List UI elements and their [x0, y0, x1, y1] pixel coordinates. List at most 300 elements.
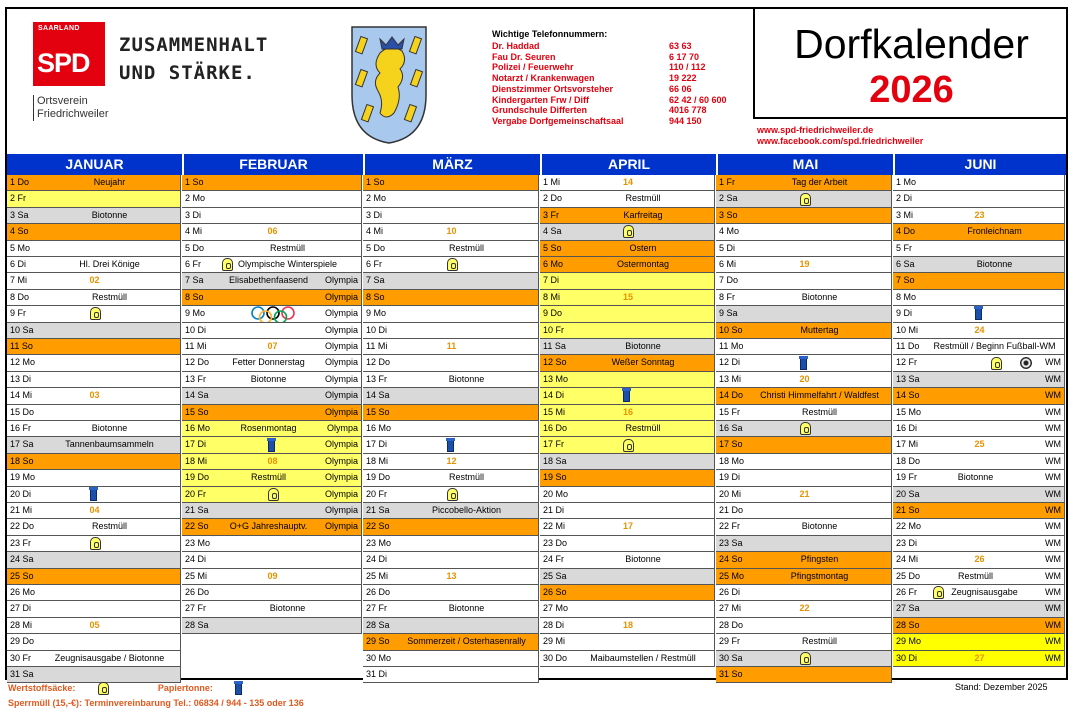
day-cell[interactable] [716, 372, 892, 388]
day-cell[interactable] [363, 552, 539, 568]
week-number: 07 [267, 341, 278, 351]
phone-number: 6 17 70 [669, 51, 700, 62]
day-cell[interactable] [7, 421, 181, 437]
day-label: 12 So [543, 357, 567, 368]
event-text: Pfingsten [800, 554, 839, 565]
day-cell[interactable] [540, 618, 715, 634]
day-cell[interactable] [716, 667, 892, 683]
day-cell[interactable] [893, 634, 1065, 650]
day-cell[interactable] [363, 651, 539, 667]
yellow-sack-icon [800, 193, 811, 206]
day-cell[interactable] [363, 437, 539, 453]
day-cell[interactable] [893, 273, 1065, 289]
week-number: 12 [446, 455, 457, 466]
day-cell[interactable] [363, 454, 539, 470]
day-cell[interactable] [893, 355, 1065, 371]
day-cell[interactable] [363, 536, 539, 552]
day-cell[interactable] [182, 405, 362, 421]
day-cell[interactable] [7, 503, 181, 519]
phone-row [492, 52, 747, 63]
day-cell[interactable] [540, 634, 715, 650]
event-text: Restmüll [91, 521, 127, 532]
day-cell[interactable] [716, 454, 892, 470]
day-cell[interactable] [363, 470, 539, 486]
icon-holder [975, 306, 982, 321]
day-label: 21 So [896, 505, 920, 515]
week-number: 13 [446, 570, 457, 581]
day-cell[interactable] [363, 257, 539, 273]
day-cell[interactable] [716, 437, 892, 453]
day-cell[interactable] [540, 323, 715, 339]
day-cell[interactable] [716, 601, 892, 617]
day-label: 27 Mi [719, 603, 742, 614]
day-cell[interactable] [182, 175, 362, 191]
day-cell[interactable] [716, 519, 892, 535]
day-cell[interactable] [182, 569, 362, 585]
day-label: 4 Mi [366, 226, 384, 237]
day-cell[interactable] [716, 355, 892, 371]
day-cell[interactable] [540, 191, 715, 207]
day-label: 2 Mo [366, 193, 387, 204]
event-tag: WM [1045, 488, 1061, 499]
day-label: 9 Mo [185, 308, 206, 319]
day-cell[interactable] [716, 536, 892, 552]
day-cell[interactable] [716, 273, 892, 289]
day-cell[interactable] [182, 487, 362, 503]
day-label: 7 Di [543, 275, 560, 286]
calendar-header [7, 9, 1066, 154]
day-cell[interactable] [893, 372, 1065, 388]
day-cell[interactable] [716, 421, 892, 437]
day-cell[interactable] [893, 552, 1065, 568]
day-cell[interactable] [893, 257, 1065, 273]
event-tag: WM [1045, 619, 1061, 630]
day-cell[interactable] [363, 388, 539, 404]
day-cell[interactable] [7, 437, 181, 453]
website-link[interactable]: www.spd-friedrichweiler.de [757, 125, 874, 135]
day-cell[interactable] [893, 323, 1065, 339]
day-cell[interactable] [182, 355, 362, 371]
day-cell[interactable] [363, 191, 539, 207]
day-cell[interactable] [182, 208, 362, 224]
day-cell[interactable] [7, 306, 181, 322]
day-label: 25 Sa [543, 570, 567, 581]
day-cell[interactable] [363, 569, 539, 585]
day-cell[interactable] [7, 405, 181, 421]
day-cell[interactable] [363, 421, 539, 437]
event-text: Biotonne [91, 423, 128, 433]
day-label: 29 Mi [543, 636, 566, 647]
day-cell[interactable] [716, 208, 892, 224]
day-cell[interactable] [7, 667, 181, 683]
day-cell[interactable] [363, 273, 539, 289]
day-cell[interactable] [363, 667, 539, 683]
day-cell[interactable] [893, 290, 1065, 306]
icon-holder [623, 437, 634, 452]
legend [8, 682, 242, 695]
day-cell[interactable] [893, 241, 1065, 257]
day-cell[interactable] [7, 191, 181, 207]
day-cell[interactable] [716, 618, 892, 634]
day-cell[interactable] [363, 519, 539, 535]
day-label: 21 Sa [366, 505, 390, 515]
event-text: Biotonne [448, 603, 485, 614]
day-cell[interactable] [7, 585, 181, 601]
day-cell[interactable] [540, 569, 715, 585]
day-cell[interactable] [363, 601, 539, 617]
day-cell[interactable] [182, 388, 362, 404]
day-cell[interactable] [7, 175, 181, 191]
day-cell[interactable] [893, 503, 1065, 519]
icon-holder [222, 257, 233, 272]
day-label: 12 Fr [896, 357, 918, 368]
phone-number: 19 222 [669, 73, 697, 84]
day-cell[interactable] [716, 175, 892, 191]
day-label: 23 Mo [185, 537, 211, 548]
day-label: 19 Mo [10, 472, 36, 483]
phone-name: Vergabe Dorfgemeinschaftsaal [492, 115, 624, 126]
day-label: 3 Di [185, 209, 202, 220]
day-cell[interactable] [7, 536, 181, 552]
slogan-line2: UND STÄRKE. [119, 62, 256, 84]
day-cell[interactable] [7, 372, 181, 388]
day-label: 6 Mi [719, 259, 737, 269]
day-cell[interactable] [182, 273, 362, 289]
day-cell[interactable] [363, 224, 539, 240]
day-cell[interactable] [540, 257, 715, 273]
day-label: 2 Mo [185, 193, 206, 204]
day-cell[interactable] [716, 241, 892, 257]
day-cell[interactable] [540, 355, 715, 371]
day-label: 27 Fr [366, 603, 388, 614]
day-label: 26 Do [185, 587, 210, 597]
day-cell[interactable] [363, 290, 539, 306]
day-cell[interactable] [716, 290, 892, 306]
event-text: Fronleichnam [967, 226, 1022, 237]
day-cell[interactable] [716, 257, 892, 273]
day-cell[interactable] [716, 651, 892, 667]
day-cell[interactable] [893, 388, 1065, 404]
yellow-sack-icon [90, 537, 101, 550]
day-cell[interactable] [182, 306, 362, 322]
day-cell[interactable] [893, 487, 1065, 503]
day-cell[interactable] [363, 306, 539, 322]
day-cell[interactable] [182, 503, 362, 519]
day-cell[interactable] [716, 339, 892, 355]
day-cell[interactable] [716, 405, 892, 421]
day-cell[interactable] [7, 388, 181, 404]
day-label: 24 Sa [10, 554, 34, 565]
day-cell[interactable] [363, 585, 539, 601]
day-label: 20 Mi [719, 488, 742, 499]
day-cell[interactable] [7, 552, 181, 568]
day-cell[interactable] [716, 634, 892, 650]
week-number: 21 [799, 488, 810, 499]
day-cell[interactable] [7, 634, 181, 650]
day-label: 15 Fr [719, 406, 741, 417]
day-cell[interactable] [893, 454, 1065, 470]
day-label: 8 So [366, 291, 385, 302]
day-cell[interactable] [716, 552, 892, 568]
day-cell[interactable] [893, 536, 1065, 552]
day-label: 7 Mi [10, 275, 28, 286]
day-label: 28 Do [719, 619, 744, 630]
day-cell[interactable] [540, 405, 715, 421]
yellow-sack-icon [623, 439, 634, 452]
day-cell[interactable] [893, 191, 1065, 207]
day-label: 24 Di [185, 554, 207, 565]
day-cell[interactable] [7, 601, 181, 617]
day-label: 6 Di [10, 259, 27, 269]
day-cell[interactable] [540, 519, 715, 535]
day-cell[interactable] [893, 437, 1065, 453]
day-cell[interactable] [182, 323, 362, 339]
day-cell[interactable] [540, 437, 715, 453]
event-tag: Olympia [324, 455, 358, 466]
day-label: 17 So [719, 439, 743, 450]
day-cell[interactable] [716, 585, 892, 601]
icon-holder [933, 585, 944, 600]
day-cell[interactable] [540, 470, 715, 486]
day-cell[interactable] [7, 273, 181, 289]
day-cell[interactable] [540, 175, 715, 191]
event-text: Biotonne [625, 554, 661, 565]
day-cell[interactable] [540, 585, 715, 601]
day-cell[interactable] [7, 519, 181, 535]
day-cell[interactable] [7, 224, 181, 240]
week-number: 10 [446, 226, 457, 237]
web-links [757, 125, 923, 147]
day-cell[interactable] [7, 339, 181, 355]
icon-holder [90, 487, 97, 502]
day-cell[interactable] [716, 191, 892, 207]
day-cell[interactable] [893, 339, 1065, 355]
month-header-februar: FEBRUAR [182, 154, 363, 175]
day-cell[interactable] [7, 618, 181, 634]
day-cell[interactable] [7, 651, 181, 667]
day-label: 18 Do [896, 455, 921, 466]
day-cell[interactable] [363, 355, 539, 371]
day-label: 25 Mo [719, 570, 745, 581]
day-cell[interactable] [7, 454, 181, 470]
day-label: 14 Sa [366, 390, 390, 401]
icon-holder [447, 437, 454, 452]
day-cell[interactable] [7, 487, 181, 503]
day-cell[interactable] [540, 454, 715, 470]
phone-name: Notarzt / Krankenwagen [492, 73, 595, 84]
day-cell[interactable] [893, 421, 1065, 437]
event-text: Restmüll / Beginn Fußball-WM [933, 341, 1056, 351]
day-cell[interactable] [540, 372, 715, 388]
facebook-link[interactable]: www.facebook.com/spd.friedrichweiler [757, 136, 924, 146]
day-cell[interactable] [7, 257, 181, 273]
day-cell[interactable] [893, 306, 1065, 322]
phone-name: Fau Dr. Seuren [492, 51, 556, 62]
day-cell[interactable] [716, 503, 892, 519]
day-cell[interactable] [893, 569, 1065, 585]
day-cell[interactable] [7, 208, 181, 224]
day-cell[interactable] [540, 503, 715, 519]
day-cell[interactable] [7, 355, 181, 371]
day-cell[interactable] [540, 241, 715, 257]
day-cell[interactable] [540, 290, 715, 306]
day-cell[interactable] [363, 208, 539, 224]
icon-holder [250, 306, 296, 322]
day-cell[interactable] [182, 601, 362, 617]
day-cell[interactable] [7, 470, 181, 486]
day-cell[interactable] [893, 405, 1065, 421]
day-label: 22 Mi [543, 521, 566, 532]
day-label: 9 Mo [366, 308, 387, 319]
day-cell[interactable] [182, 437, 362, 453]
day-cell[interactable] [182, 470, 362, 486]
olympic-rings-icon [250, 306, 296, 322]
week-number: 14 [622, 177, 633, 187]
day-cell[interactable] [716, 487, 892, 503]
month-header-januar: JANUAR [7, 154, 182, 175]
day-cell[interactable] [182, 191, 362, 207]
day-cell[interactable] [363, 503, 539, 519]
day-cell[interactable] [182, 224, 362, 240]
phone-row [492, 116, 747, 127]
day-cell[interactable] [540, 552, 715, 568]
day-cell[interactable] [363, 175, 539, 191]
day-cell[interactable] [7, 323, 181, 339]
day-cell[interactable] [540, 487, 715, 503]
day-cell[interactable] [893, 601, 1065, 617]
day-cell[interactable] [540, 536, 715, 552]
day-cell[interactable] [540, 421, 715, 437]
day-cell[interactable] [182, 339, 362, 355]
day-label: 16 Mo [366, 423, 392, 433]
day-label: 6 Fr [185, 259, 202, 269]
day-cell[interactable] [182, 257, 362, 273]
day-label: 23 Mo [366, 537, 392, 548]
day-cell[interactable] [716, 306, 892, 322]
day-cell[interactable] [363, 618, 539, 634]
day-cell[interactable] [182, 552, 362, 568]
day-cell[interactable] [182, 454, 362, 470]
day-cell[interactable] [540, 224, 715, 240]
week-number: 05 [89, 619, 100, 630]
day-label: 24 Mi [896, 554, 919, 565]
day-label: 28 Sa [185, 619, 209, 630]
day-cell[interactable] [893, 175, 1065, 191]
day-cell[interactable] [716, 470, 892, 486]
day-label: 29 Fr [719, 636, 741, 647]
phone-row [492, 41, 747, 52]
day-cell[interactable] [363, 339, 539, 355]
week-number: 23 [974, 209, 985, 220]
day-cell[interactable] [363, 634, 539, 650]
day-cell[interactable] [893, 519, 1065, 535]
day-label: 12 Di [719, 357, 741, 368]
day-cell[interactable] [540, 651, 715, 667]
day-cell[interactable] [363, 323, 539, 339]
phone-number: 66 06 [669, 83, 692, 94]
day-cell[interactable] [182, 290, 362, 306]
icon-holder [623, 224, 634, 239]
icon-holder [800, 191, 811, 206]
day-cell[interactable] [716, 323, 892, 339]
day-cell[interactable] [363, 487, 539, 503]
phone-row [492, 95, 747, 106]
day-cell[interactable] [893, 470, 1065, 486]
phone-name: Kindergarten Frw / Diff [492, 94, 590, 105]
day-label: 5 Fr [896, 242, 913, 253]
day-cell[interactable] [182, 536, 362, 552]
event-tag: WM [1045, 537, 1061, 548]
event-text: Weßer Sonntag [611, 357, 675, 368]
event-text: Karfreitag [623, 209, 663, 220]
day-cell[interactable] [716, 224, 892, 240]
day-cell[interactable] [7, 241, 181, 257]
day-label: 13 Mo [543, 373, 569, 384]
day-cell[interactable] [540, 601, 715, 617]
event-tag: Olympia [324, 439, 358, 450]
day-label: 20 Fr [185, 488, 207, 499]
day-label: 9 Sa [719, 308, 738, 319]
event-tag: WM [1045, 554, 1061, 565]
icon-holder [800, 355, 807, 370]
day-label: 18 Mi [366, 455, 389, 466]
icon-holder [800, 421, 811, 436]
day-cell[interactable] [540, 306, 715, 322]
week-number: 06 [267, 226, 278, 237]
day-label: 10 Sa [10, 324, 34, 335]
day-cell[interactable] [893, 585, 1065, 601]
day-cell[interactable] [182, 585, 362, 601]
day-label: 11 Mi [185, 341, 207, 351]
day-cell[interactable] [182, 372, 362, 388]
day-cell[interactable] [893, 224, 1065, 240]
day-cell[interactable] [716, 388, 892, 404]
day-label: 29 Do [10, 636, 35, 647]
day-label: 1 Fr [719, 177, 736, 187]
day-cell[interactable] [893, 651, 1065, 667]
day-cell[interactable] [540, 388, 715, 404]
day-cell[interactable] [363, 241, 539, 257]
event-tag: WM [1045, 472, 1061, 483]
phone-title: Wichtige Telefonnummern: [492, 29, 608, 39]
day-cell[interactable] [7, 569, 181, 585]
day-cell[interactable] [363, 372, 539, 388]
day-label: 3 Fr [543, 209, 560, 220]
day-cell[interactable] [540, 339, 715, 355]
blue-bin-icon [975, 307, 982, 320]
day-cell[interactable] [182, 421, 362, 437]
day-cell[interactable] [182, 241, 362, 257]
event-tag: WM [1045, 357, 1061, 368]
day-cell[interactable] [893, 618, 1065, 634]
phone-name: Polizei / Feuerwehr [492, 62, 574, 73]
day-cell[interactable] [182, 519, 362, 535]
phone-number: 110 / 112 [669, 62, 706, 73]
day-label: 10 So [719, 324, 743, 335]
event-text: Biotonne [269, 603, 306, 614]
day-cell[interactable] [540, 273, 715, 289]
day-label: 12 Do [366, 357, 391, 368]
day-cell[interactable] [540, 208, 715, 224]
day-cell[interactable] [182, 618, 362, 634]
day-cell[interactable] [363, 405, 539, 421]
day-label: 7 So [896, 275, 915, 286]
event-tag: Olympia [324, 488, 358, 499]
day-cell[interactable] [716, 569, 892, 585]
day-cell[interactable] [7, 290, 181, 306]
day-cell[interactable] [893, 208, 1065, 224]
icon-holder [991, 355, 1032, 370]
